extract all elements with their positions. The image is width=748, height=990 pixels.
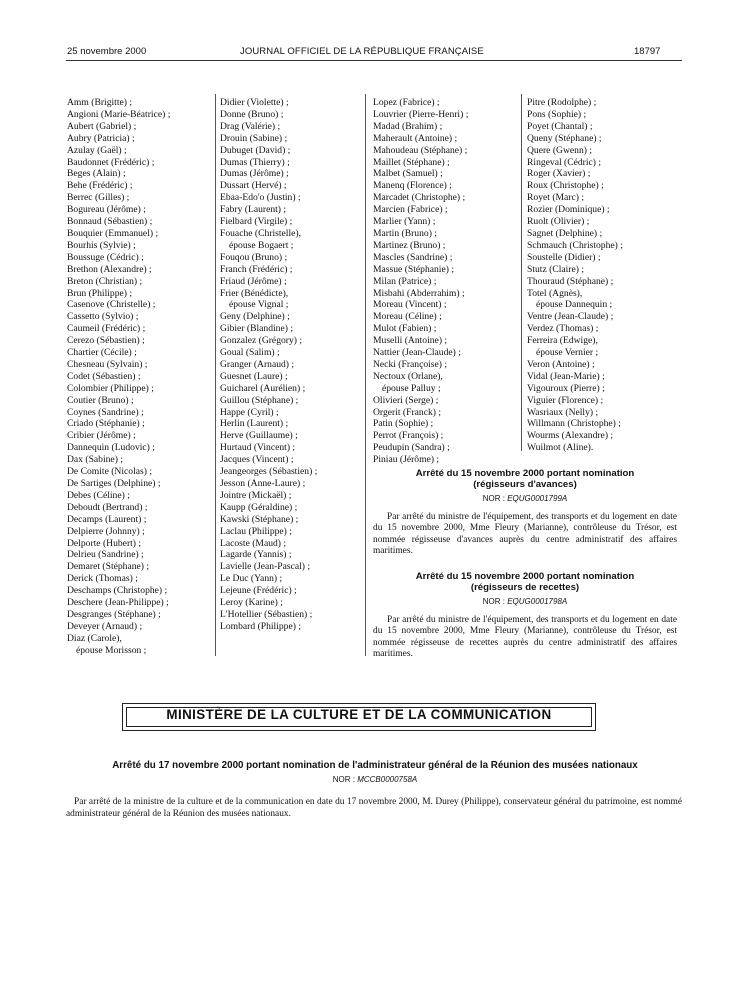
name-entry: Franch (Frédéric) ; — [220, 263, 293, 275]
name-entry: Happe (Cyril) ; — [220, 406, 279, 418]
name-entry: Deboudt (Bertrand) ; — [67, 501, 148, 513]
name-entry: Mascles (Sandrine) ; — [373, 251, 453, 263]
name-entry: Louvrier (Pierre-Henri) ; — [373, 108, 469, 120]
name-entry: Ebaa-Edo'o (Justin) ; — [220, 192, 301, 204]
name-entry: Fouqou (Bruno) ; — [220, 251, 288, 263]
name-entry: Bourhis (Sylvie) ; — [67, 239, 136, 251]
name-entry: Cribier (Jérôme) ; — [67, 430, 136, 442]
name-entry: Willmann (Christophe) ; — [527, 418, 621, 430]
name-entry: Patin (Sophie) ; — [373, 418, 434, 430]
name-entry: Bouquier (Emmanuel) ; — [67, 227, 159, 239]
name-entry: Coynes (Sandrine) ; — [67, 406, 144, 418]
name-entry: Drouin (Sabine) ; — [220, 132, 288, 144]
name-continuation: épouse Palluy ; — [382, 382, 441, 394]
name-entry: Angioni (Marie-Béatrice) ; — [67, 108, 171, 120]
name-entry: Bonnaud (Sébastien) ; — [67, 216, 153, 228]
name-entry: Wasriaux (Nelly) ; — [527, 406, 599, 418]
name-continuation: épouse Bogaert ; — [229, 239, 294, 251]
name-entry: Veron (Antoine) ; — [527, 358, 595, 370]
name-entry: Gonzalez (Grégory) ; — [220, 335, 303, 347]
name-entry: Frier (Bénédicte), — [220, 287, 289, 299]
name-entry: Desgranges (Stéphane) ; — [67, 608, 161, 620]
nor-code: EQUG0001799A — [507, 494, 568, 503]
nor-code: MCCB0000758A — [357, 775, 418, 784]
name-entry: Lopez (Fabrice) ; — [373, 97, 440, 108]
arrete-body: Par arrêté du ministre de l'équipement, des transports et du logement en date du 15 novembre 2000, Mme Fleury (Marianne), contrôleuse du Trésor, est nommée régisseuse d'avances auprès du centre administratif des affaires maritimes. — [373, 512, 677, 556]
name-entry: Herlin (Laurent) ; — [220, 418, 289, 430]
nor-label: NOR : — [482, 597, 505, 606]
ministry-heading: MINISTÈRE DE LA CULTURE ET DE LA COMMUNICATION — [166, 707, 552, 722]
name-entry: Debes (Céline) ; — [67, 489, 130, 501]
name-entry: Dubuget (David) ; — [220, 144, 291, 156]
name-entry: Lacoste (Maud) ; — [220, 537, 287, 549]
name-entry: Ruolt (Olivier) ; — [527, 216, 590, 228]
name-entry: Le Duc (Yann) ; — [220, 573, 283, 585]
name-entry: Wuilmot (Aline). — [527, 442, 594, 454]
name-entry: Quere (Gwenn) ; — [527, 144, 592, 156]
name-entry: Moreau (Céline) ; — [373, 311, 442, 323]
name-entry: Colombier (Philippe) ; — [67, 382, 154, 394]
name-entry: Dussart (Hervé) ; — [220, 180, 287, 192]
name-entry: Casenove (Christelle) ; — [67, 299, 156, 311]
name-entry: Orgerit (Franck) ; — [373, 406, 442, 418]
name-entry: Delrieu (Sandrine) ; — [67, 549, 144, 561]
nor-code: EQUG0001798A — [507, 597, 568, 606]
arrete-subtitle: (régisseurs d'avances) — [473, 479, 577, 490]
name-entry: Leroy (Karine) ; — [220, 597, 283, 609]
name-entry: Ringeval (Cédric) ; — [527, 156, 602, 168]
name-entry: Pitre (Rodolphe) ; — [527, 97, 597, 108]
header-rule — [66, 60, 682, 61]
name-entry: Perrot (François) ; — [373, 430, 444, 442]
name-entry: Malbet (Samuel) ; — [373, 168, 443, 180]
name-entry: Dax (Sabine) ; — [67, 454, 123, 466]
column-divider — [365, 94, 366, 656]
name-entry: De Sartiges (Delphine) ; — [67, 478, 161, 489]
name-entry: Diaz (Carole), — [67, 632, 122, 644]
arrete-nor — [373, 493, 677, 505]
name-entry: Boussuge (Cédric) ; — [67, 251, 144, 263]
name-entry: Guillou (Stéphane) ; — [220, 394, 299, 406]
name-entry: Rozier (Dominique) ; — [527, 204, 610, 216]
name-entry: Viguier (Florence) ; — [527, 394, 604, 406]
name-entry: L'Hotellier (Sébastien) ; — [220, 608, 313, 620]
name-entry: Brethon (Alexandre) ; — [67, 263, 152, 275]
ministry-heading-box — [122, 703, 596, 731]
name-entry: Jeangeorges (Sébastien) ; — [220, 466, 318, 478]
name-entry: Behe (Frédéric) ; — [67, 180, 133, 192]
name-entry: Amm (Brigitte) ; — [67, 97, 133, 108]
name-entry: Kaupp (Géraldine) ; — [220, 501, 298, 513]
name-entry: Guesnet (Laure) ; — [220, 370, 288, 382]
arrete-subtitle: (régisseurs de recettes) — [470, 582, 580, 593]
name-entry: Derick (Thomas) ; — [67, 573, 138, 585]
nor-label: NOR : — [482, 494, 505, 503]
name-entry: Breton (Christian) ; — [67, 275, 143, 287]
name-entry: Jacques (Vincent) ; — [220, 454, 294, 466]
name-entry: Lombard (Philippe) ; — [220, 620, 301, 632]
name-entry: Dannequin (Ludovic) ; — [67, 442, 155, 454]
name-entry: Martin (Bruno) ; — [373, 227, 437, 239]
name-entry: Aubry (Patricia) ; — [67, 132, 135, 144]
name-entry: Kawski (Stéphane) ; — [220, 513, 299, 525]
header-title: JOURNAL OFFICIEL DE LA RÉPUBLIQUE FRANÇAISE — [240, 46, 484, 57]
name-entry: Thouraud (Stéphane) ; — [527, 275, 614, 287]
name-entry: Stutz (Claire) ; — [527, 263, 585, 275]
name-entry: Cerezo (Sébastien) ; — [67, 335, 145, 347]
name-entry: Mahoudeau (Stéphane) ; — [373, 144, 468, 156]
name-entry: Marcadet (Christophe) ; — [373, 192, 466, 204]
name-entry: Cassetto (Sylvio) ; — [67, 311, 139, 323]
name-entry: Demaret (Stéphane) ; — [67, 561, 150, 573]
name-entry: Decamps (Laurent) ; — [67, 513, 147, 525]
name-entry: Moreau (Vincent) ; — [373, 299, 447, 311]
name-entry: Guicharel (Aurélien) ; — [220, 382, 306, 394]
name-entry: Baudonnet (Frédéric) ; — [67, 156, 155, 168]
name-entry: Hurtaud (Vincent) ; — [220, 442, 296, 454]
name-entry: Jesson (Anne-Laure) ; — [220, 478, 306, 489]
name-entry: Lavielle (Jean-Pascal) ; — [220, 561, 311, 573]
name-entry: Massue (Stéphanie) ; — [373, 263, 454, 275]
name-entry: Fielbard (Virgile) ; — [220, 216, 293, 228]
header-date: 25 novembre 2000 — [67, 46, 147, 57]
name-entry: Verdez (Thomas) ; — [527, 323, 599, 335]
name-entry: Jointre (Mickaël) ; — [220, 489, 292, 501]
arrete-title: Arrêté du 15 novembre 2000 portant nomination — [415, 571, 635, 582]
name-entry: Olivieri (Serge) ; — [373, 394, 439, 406]
name-entry: De Comite (Nicolas) ; — [67, 466, 152, 478]
name-entry: Drag (Valérie) ; — [220, 120, 281, 132]
column-divider — [521, 94, 522, 451]
name-entry: Herve (Guillaume) ; — [220, 430, 298, 442]
name-entry: Maillet (Stéphane) ; — [373, 156, 450, 168]
name-entry: Lagarde (Yannis) ; — [220, 549, 292, 561]
name-entry: Granger (Arnaud) ; — [220, 358, 295, 370]
arrete-body: Par arrêté du ministre de l'équipement, des transports et du logement en date du 15 novembre 2000, Mme Fleury (Marianne), contrôleuse du Trésor, est nommée régisseuse de recettes auprès du centre administratif des affaires maritimes. — [373, 615, 677, 659]
name-entry: Milan (Patrice) ; — [373, 275, 437, 287]
name-entry: Brun (Philippe) ; — [67, 287, 133, 299]
name-entry: Totel (Agnès), — [527, 287, 583, 299]
name-entry: Delporte (Hubert) ; — [67, 537, 142, 549]
name-entry: Muselli (Antoine) ; — [373, 335, 448, 347]
arrete-regisseurs-avances — [373, 468, 677, 557]
name-entry: Dumas (Jérôme) ; — [220, 168, 289, 180]
name-entry: Codet (Sébastien) ; — [67, 370, 141, 382]
name-entry: Berrec (Gilles) ; — [67, 192, 130, 204]
name-entry: Friaud (Jérôme) ; — [220, 275, 287, 287]
name-entry: Chartier (Cécile) ; — [67, 347, 137, 359]
name-entry: Roger (Xavier) ; — [527, 168, 591, 180]
name-entry: Necki (Françoise) ; — [373, 358, 448, 370]
header-page-number: 18797 — [634, 46, 661, 57]
names-column-4 — [527, 97, 677, 454]
name-entry: Poyet (Chantal) ; — [527, 120, 593, 132]
name-entry: Wourms (Alexandre) ; — [527, 430, 614, 442]
name-entry: Fouache (Christelle), — [220, 227, 301, 239]
name-entry: Mulot (Fabien) ; — [373, 323, 437, 335]
name-entry: Piniau (Jérôme) ; — [373, 454, 440, 466]
name-entry: Caumeil (Frédéric) ; — [67, 323, 146, 335]
name-entry: Vidal (Jean-Marie) ; — [527, 370, 605, 382]
name-continuation: épouse Morisson ; — [76, 644, 147, 656]
ministry-arrete-title: Arrêté du 17 novembre 2000 portant nomination de l'administrateur général de la Réunion des musées nationaux — [112, 760, 638, 771]
ministry-arrete-nor — [60, 774, 690, 786]
name-entry: Pons (Sophie) ; — [527, 108, 587, 120]
name-entry: Soustelle (Didier) ; — [527, 251, 601, 263]
name-entry: Peudupin (Sandra) ; — [373, 442, 450, 454]
name-entry: Gibier (Blandine) ; — [220, 323, 293, 335]
name-entry: Vigouroux (Pierre) ; — [527, 382, 605, 394]
name-entry: Ferreira (Edwige), — [527, 335, 598, 347]
name-entry: Deveyer (Arnaud) ; — [67, 620, 143, 632]
name-entry: Deschere (Jean-Philippe) ; — [67, 597, 169, 609]
name-entry: Marcien (Fabrice) ; — [373, 204, 448, 216]
name-entry: Didier (Violette) ; — [220, 97, 289, 108]
name-entry: Maherault (Antoine) ; — [373, 132, 458, 144]
name-entry: Laclau (Philippe) ; — [220, 525, 292, 537]
name-entry: Geny (Delphine) ; — [220, 311, 290, 323]
name-entry: Deschamps (Christophe) ; — [67, 585, 168, 597]
name-continuation: épouse Dannequin ; — [536, 299, 613, 311]
name-entry: Dumas (Thierry) ; — [220, 156, 290, 168]
names-column-2 — [220, 97, 356, 633]
ministry-arrete-body: Par arrêté de la ministre de la culture et de la communication en date du 17 novembre 2000, M. Durey (Philippe), conservateur général du patrimoine, est nommé administrateur général de la Réunion des musées nationaux. — [66, 797, 682, 819]
name-entry: Lejeune (Frédéric) ; — [220, 585, 297, 597]
name-entry: Azulay (Gaël) ; — [67, 144, 127, 156]
name-entry: Misbahi (Abderrahim) ; — [373, 287, 465, 299]
name-entry: Goual (Salim) ; — [220, 347, 280, 359]
name-entry: Madad (Brahim) ; — [373, 120, 443, 132]
name-entry: Chesneau (Sylvain) ; — [67, 358, 148, 370]
name-entry: Donne (Bruno) ; — [220, 108, 284, 120]
name-entry: Nectoux (Orlane), — [373, 370, 443, 382]
arrete-title: Arrêté du 15 novembre 2000 portant nomination — [415, 468, 635, 479]
arrete-regisseurs-recettes — [373, 571, 677, 660]
name-entry: Coutier (Bruno) ; — [67, 394, 134, 406]
name-entry: Manenq (Florence) ; — [373, 180, 452, 192]
name-continuation: épouse Vignal ; — [229, 299, 289, 311]
name-entry: Nattier (Jean-Claude) ; — [373, 347, 461, 359]
name-entry: Ventre (Jean-Claude) ; — [527, 311, 614, 323]
name-continuation: épouse Vernier ; — [536, 347, 599, 359]
column-divider — [215, 94, 216, 656]
name-entry: Aubert (Gabriel) ; — [67, 120, 137, 132]
name-entry: Schmauch (Christophe) ; — [527, 239, 623, 251]
nor-label: NOR : — [332, 775, 355, 784]
names-column-3 — [373, 97, 521, 466]
name-entry: Beges (Alain) ; — [67, 168, 126, 180]
name-entry: Queny (Stéphane) ; — [527, 132, 602, 144]
name-entry: Criado (Stéphanie) ; — [67, 418, 145, 430]
name-entry: Martinez (Bruno) ; — [373, 239, 446, 251]
name-entry: Sagnet (Delphine) ; — [527, 227, 603, 239]
name-entry: Fabry (Laurent) ; — [220, 204, 287, 216]
name-entry: Delpierre (Johnny) ; — [67, 525, 145, 537]
names-column-1 — [67, 97, 213, 657]
name-entry: Roux (Christophe) ; — [527, 180, 604, 192]
arrete-nor — [373, 596, 677, 608]
name-entry: Royet (Marc) ; — [527, 192, 585, 204]
name-entry: Bogureau (Jérôme) ; — [67, 204, 146, 216]
name-entry: Marlier (Yann) ; — [373, 216, 436, 228]
